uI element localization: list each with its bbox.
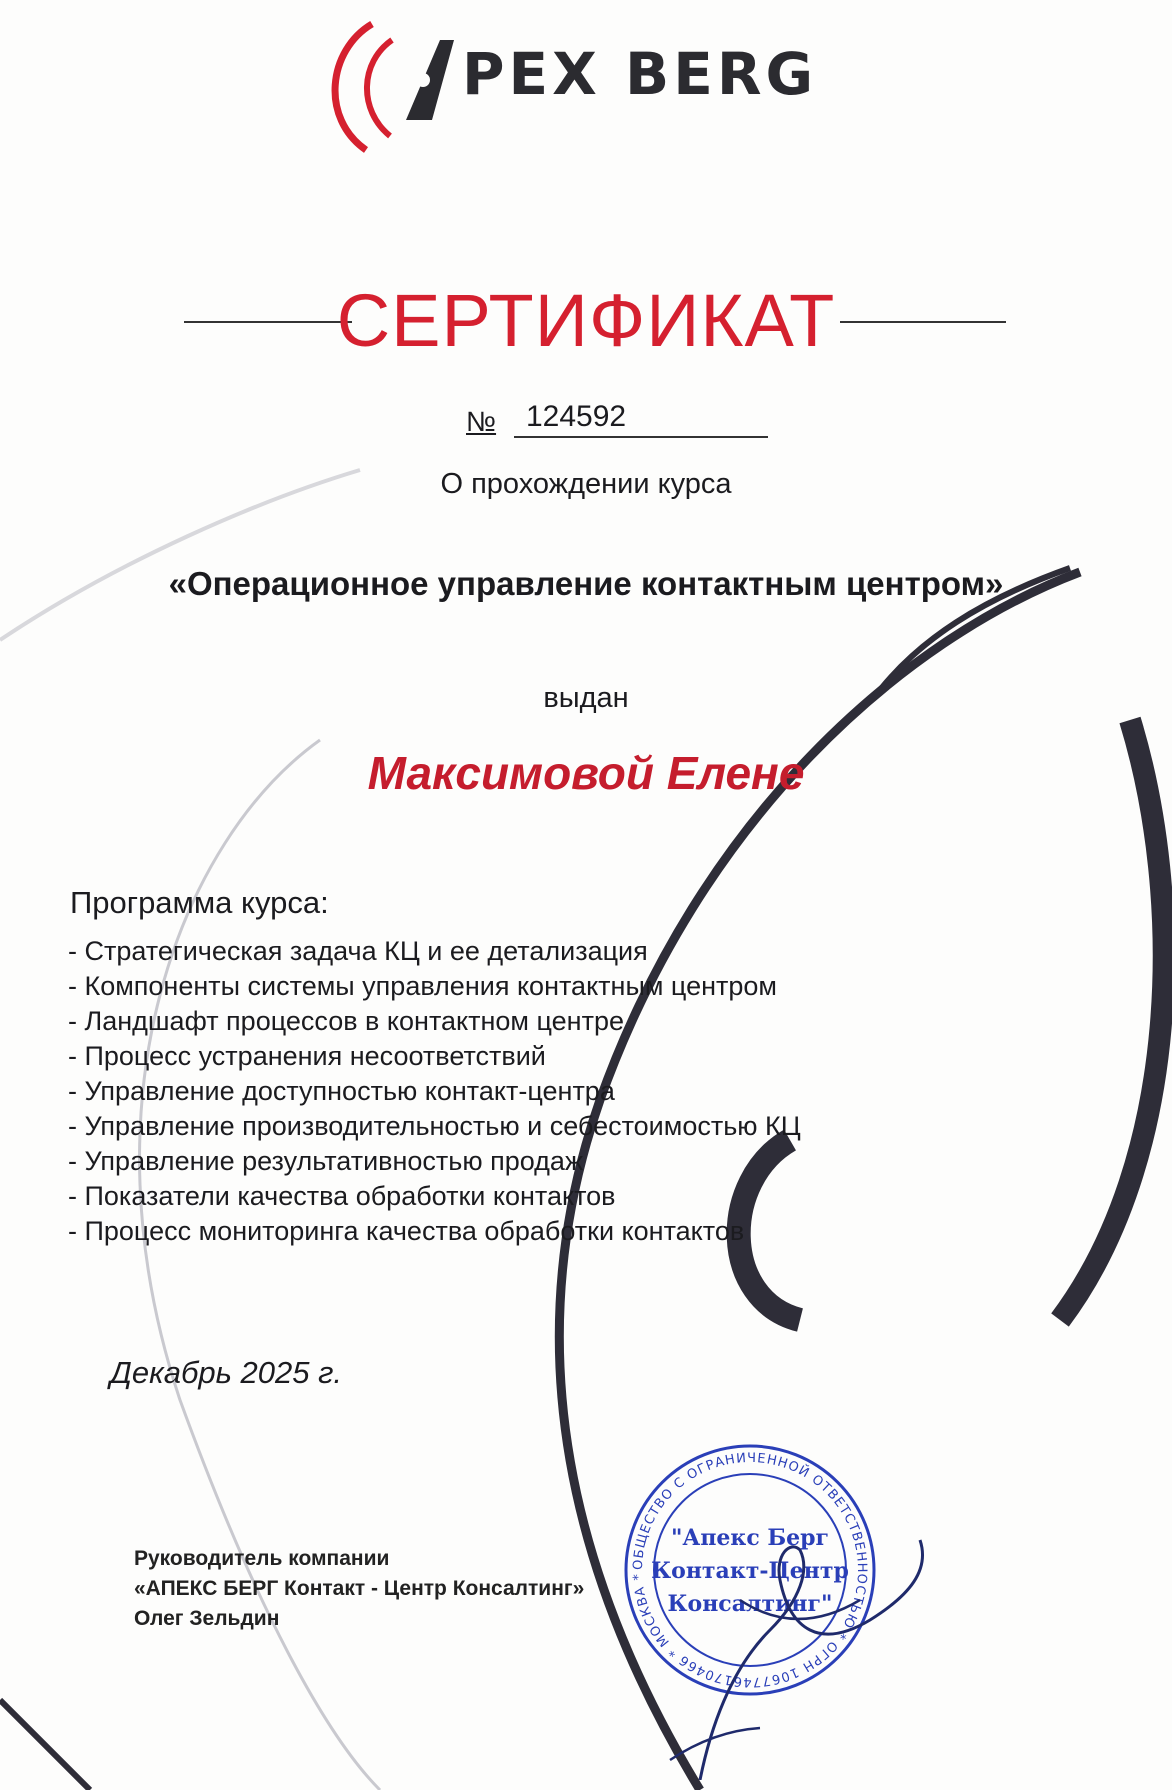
stamp-ring-text: ОБЩЕСТВО С ОГРАНИЧЕННОЙ ОТВЕТСТВЕННОСТЬЮ * ОГРН 1067746170466 * МОСКВА * xyxy=(630,1450,870,1690)
issue-date: Декабрь 2025 г. xyxy=(110,1355,343,1390)
signer-company: «АПЕКС БЕРГ Контакт - Центр Консалтинг» xyxy=(134,1577,585,1600)
program-item: - Процесс мониторинга качества обработки контактов xyxy=(68,1216,745,1246)
program-item: - Процесс устранения несоответствий xyxy=(68,1041,546,1071)
number-label: № xyxy=(466,406,497,437)
company-logo-text: PEX BERG xyxy=(462,40,818,108)
signer-title: Руководитель компании xyxy=(134,1547,390,1570)
certificate-number xyxy=(466,400,726,440)
program-item: - Управление результативностью продаж xyxy=(68,1146,584,1176)
recipient-name: Максимовой Елене xyxy=(367,747,805,799)
title-rule-right xyxy=(840,321,1006,323)
issued-label: выдан xyxy=(543,682,629,714)
course-name: «Операционное управление контактным центром» xyxy=(168,565,1004,602)
program-heading: Программа курса: xyxy=(70,885,329,920)
program-item: - Управление производительностью и себестоимостью КЦ xyxy=(68,1111,801,1141)
stamp-line-1: "Апекс Берг xyxy=(670,1525,830,1551)
program-item: - Показатели качества обработки контактов xyxy=(68,1181,616,1211)
stamp-line-2: Контакт-Центр xyxy=(651,1558,849,1584)
signer-name: Олег Зельдин xyxy=(134,1607,280,1630)
stamp-line-3: Консалтинг" xyxy=(667,1591,833,1617)
title-row xyxy=(0,278,1172,368)
certificate-title: СЕРТИФИКАТ xyxy=(336,279,836,362)
program-list xyxy=(68,934,801,1249)
program-item: - Компоненты системы управления контактным центром xyxy=(68,971,777,1001)
number-value: 124592 xyxy=(526,400,627,433)
program-item: - Ландшафт процессов в контактном центре xyxy=(68,1006,624,1036)
signer-block xyxy=(134,1544,584,1634)
program-item: - Управление доступностью контакт-центра xyxy=(68,1076,615,1106)
handwritten-signature xyxy=(640,1480,940,1780)
program-item: - Стратегическая задача КЦ и ее детализация xyxy=(68,936,648,966)
course-intro: О прохождении курса xyxy=(440,468,732,500)
number-underline xyxy=(514,436,768,438)
